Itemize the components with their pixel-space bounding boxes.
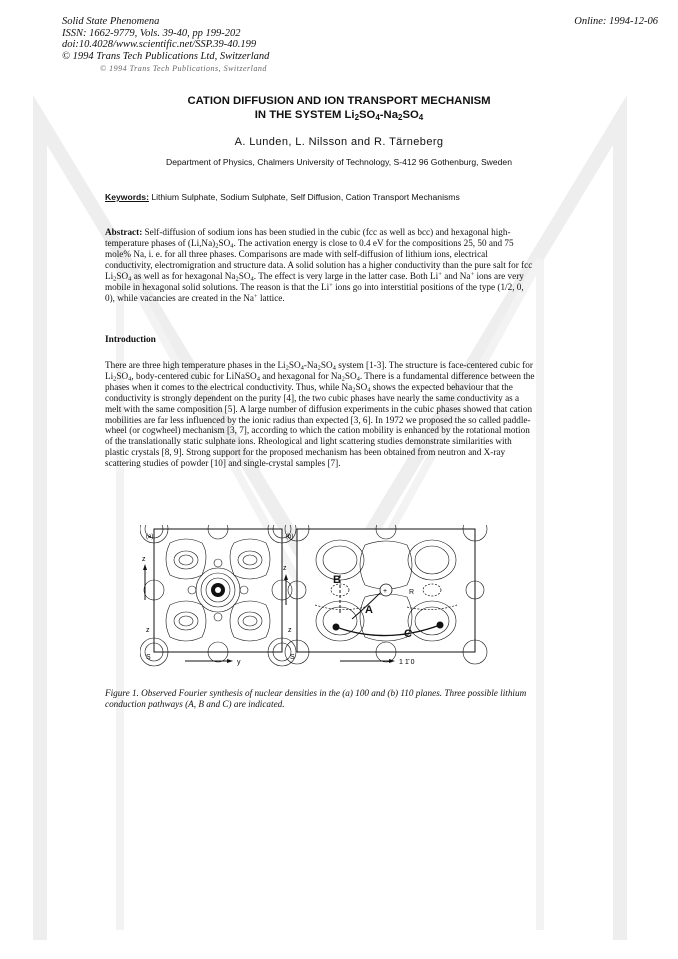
title-line-1: CATION DIFFUSION AND ION TRANSPORT MECHANISM	[187, 95, 491, 107]
figure-1	[140, 525, 490, 675]
paper-title	[0, 94, 678, 122]
pathway-a-label: A	[365, 604, 373, 616]
doi-line[interactable]: doi:10.4028/www.scientific.net/SSP.39-40.199	[62, 39, 257, 51]
copyright-line: © 1994 Trans Tech Publications Ltd, Switzerland	[62, 50, 270, 62]
panel-a-y-arrowhead	[227, 659, 233, 663]
panel-a-y-axis-label: y	[237, 659, 241, 666]
keywords	[105, 192, 460, 202]
panel-b-label: (b)	[286, 534, 294, 540]
panel-b-z-axis-label: z	[283, 565, 287, 572]
panel-a-z-axis-label: z	[142, 556, 146, 563]
li-site-left	[333, 624, 340, 631]
figure-1-caption: Figure 1. Observed Fourier synthesis of nuclear densities in the (a) 100 and (b) 110 planes. Three possible lithium conduction pathways (A, B and C) are indicated.	[105, 688, 527, 709]
r-label: R	[409, 589, 415, 596]
abstract-label: Abstract:	[105, 227, 143, 237]
title-line-2: IN THE SYSTEM $Li_2SO_4-Na_2SO_4$	[254, 109, 424, 122]
panel-a-contour-map	[140, 525, 296, 666]
online-date: Online: 1994-12-06	[574, 16, 658, 27]
journal-name: Solid State Phenomena	[62, 16, 160, 27]
panel-a-s-label: S	[146, 654, 151, 661]
introduction-text: There are three high temperature phases in the $Li_2SO_4-Na_2SO_4$ system [1-3]. The structure is face-centered cubic for $Li_2SO_4$, body-centered cubic for LiNaSO$_4$ and hexagonal for $Na_2SO_4$. There is a fundamental difference between the phases when it comes to the electrical conductivity. Thus, while $Na_2SO_4$ shows the expected behaviour that the conductivity is strongly dependent on the purity [4], the two cubic phases have nearly the same conductivity as a melt with the same composition [5]. A large number of diffusion experiments in the cubic phases showed that cation mobilities are far less influenced by the ionic radius than expected [3, 6]. In 1972 we proposed the so called paddle-wheel (or cogwheel) mechanism [3, 7], according to which the cation mobility is enhanced by the rotational motion of the translationally static sulphate ions. Rheological and light scattering studies demonstrate similarities with plastic crystals [8, 9]. Strong support for the proposed mechanism has been obtained from neutron and X-ray scattering studies of powder [10] and single-crystal samples [7].	[105, 360, 535, 469]
panel-b-direction-label: 1 1̄ 0	[399, 659, 415, 666]
panel-b-z-arrowhead	[284, 574, 288, 580]
original-copyright-cut: © 1994 Trans Tech Publications, Switzerland	[100, 64, 267, 73]
authors: A. Lunden, L. Nilsson and R. Tärneberg	[234, 136, 444, 148]
introduction-heading: Introduction	[105, 335, 156, 345]
keywords-text: Lithium Sulphate, Sodium Sulphate, Self Diffusion, Cation Transport Mechanisms	[148, 192, 460, 202]
keywords-label: Keywords:	[105, 192, 149, 202]
panel-b-center-plus: +	[383, 588, 388, 595]
affiliation: Department of Physics, Chalmers University of Technology, S-412 96 Gothenburg, Sweden	[166, 157, 512, 167]
li-site-right	[437, 622, 444, 629]
journal-header	[62, 16, 269, 62]
panel-b-s-label: S	[290, 654, 295, 661]
panel-a-label: (a)	[146, 534, 154, 540]
issn-line: ISSN: 1662-9779, Vols. 39-40, pp 199-202	[62, 27, 241, 39]
panel-a-z-arrowhead	[143, 564, 147, 570]
pathway-c-label: C	[404, 628, 412, 640]
panel-a-z-marker: z	[146, 627, 150, 634]
panel-b-z-marker: z	[288, 627, 292, 634]
abstract: Abstract: Self-diffusion of sodium ions has been studied in the cubic (fcc as well as bcc) and hexagonal high-temperature phases of $(Li,Na)_2SO_4$. The activation energy is close to 0.4 eV for the compositions 25, 50 and 75 mole% Na, i. e. for all three phases. Comparisons are made with self-diffusion of lithium ions, electrical conductivity, electromigration and structure data. A solid solution has a higher conductivity than the pure salt for fcc $Li_2SO_4$ as well as for hexagonal $Na_2SO_4$. The effect is very large in the latter case. Both Li+ and Na+ ions are very mobile in hexagonal solid solutions. The reason is that the Li+ ions go into interstitial positions of the type (1/2, 0, 0), while vacancies are created in the Na+ lattice.	[105, 227, 533, 303]
panel-b-contour-map	[285, 525, 487, 664]
pathway-b-label: B	[333, 574, 341, 586]
